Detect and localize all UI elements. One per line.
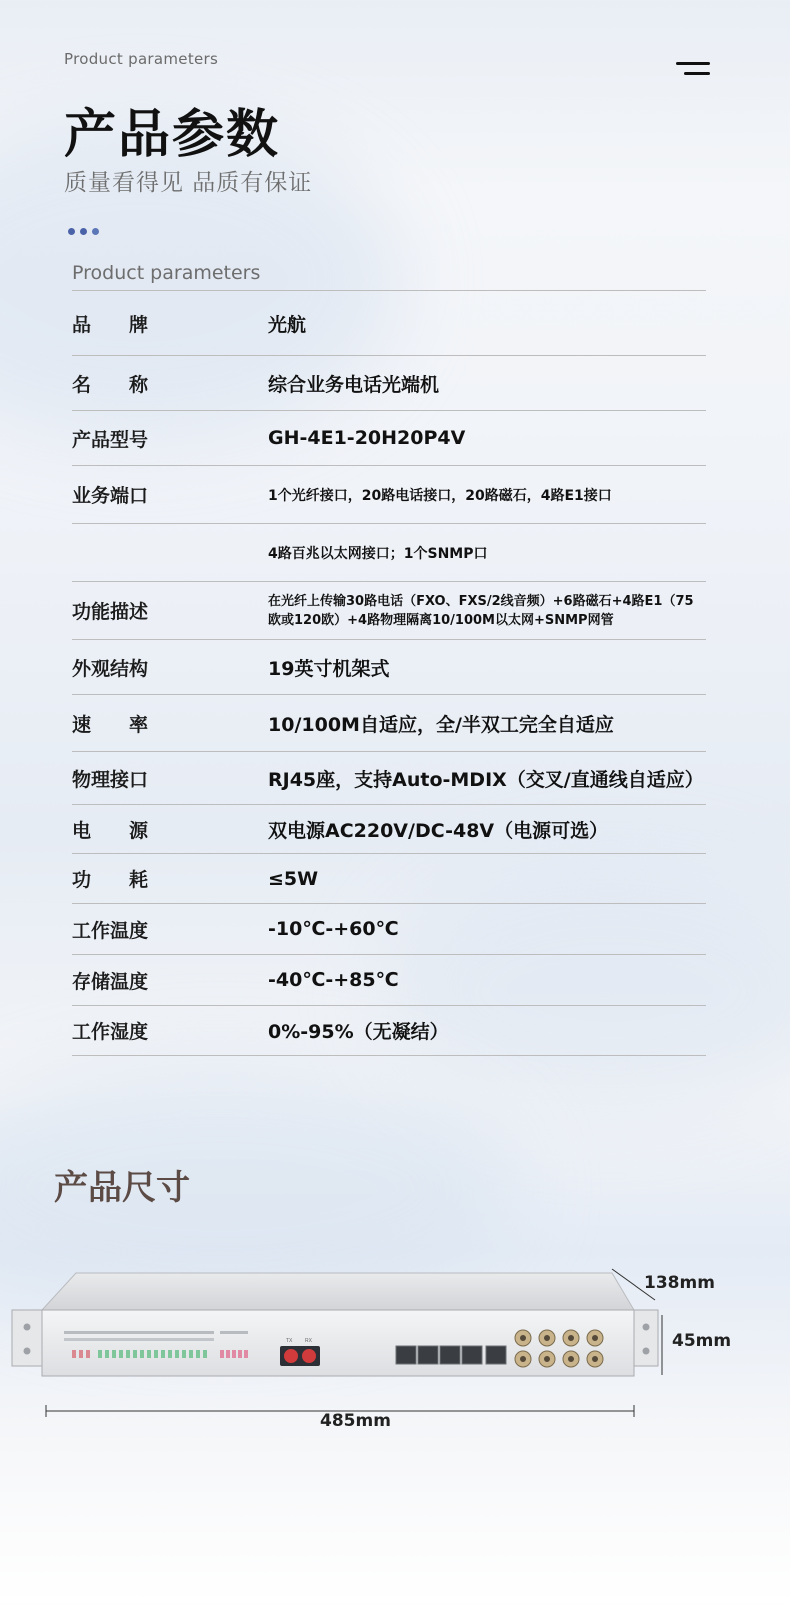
size-section-title: 产品尺寸 <box>54 1168 190 1208</box>
led-label-strip <box>64 1331 214 1334</box>
optical-label-rx: RX <box>305 1338 312 1344</box>
led-label-strip <box>64 1338 214 1341</box>
row-value: 综合业务电话光端机 <box>268 373 440 396</box>
row-label: 业务端口 <box>72 485 149 507</box>
row-value: 1个光纤接口，20路电话接口，20路磁石，4路E1接口 <box>268 487 612 504</box>
row-value: ≤5W <box>268 867 319 890</box>
table-row <box>72 955 706 1006</box>
row-label: 存储温度 <box>72 970 149 993</box>
device-top <box>42 1273 634 1310</box>
row-label: 工作湿度 <box>72 1021 149 1043</box>
row-label: 物理接口 <box>72 768 149 791</box>
row-label: 外观结构 <box>72 657 149 680</box>
rack-screw <box>643 1324 650 1331</box>
led-label-strip <box>220 1331 248 1334</box>
height-dimension-label: 45mm <box>672 1331 732 1351</box>
row-value: 0%-95%（无凝结） <box>268 1021 449 1043</box>
optical-port-rx-icon <box>302 1349 316 1363</box>
row-label: 工作温度 <box>72 919 149 942</box>
depth-dimension-label: 138mm <box>644 1273 715 1293</box>
table-row <box>72 582 706 640</box>
rack-screw <box>24 1348 31 1355</box>
table-row <box>72 695 706 752</box>
row-value: 在光纤上传输30路电话（FXO、FXS/2线音频）+6路磁石+4路E1（75欧或120欧）+4路物理隔离10/100M以太网+SNMP网管 <box>268 593 694 628</box>
params-table <box>72 291 706 1056</box>
table-row <box>72 411 706 466</box>
row-label: 产品型号 <box>72 428 149 451</box>
row-label: 功 耗 <box>72 869 149 891</box>
row-value: 10/100M自适应，全/半双工完全自适应 <box>268 713 614 736</box>
dot-icon <box>68 228 75 235</box>
rj45-port <box>396 1346 416 1364</box>
row-label: 品 牌 <box>72 313 149 336</box>
table-row <box>72 291 706 356</box>
row-value: GH-4E1-20H20P4V <box>268 427 466 449</box>
page-title: 产品参数 <box>64 105 281 165</box>
optical-port-tx-icon <box>284 1349 298 1363</box>
table-row <box>72 356 706 411</box>
row-value: 4路百兆以太网接口；1个SNMP口 <box>268 545 488 562</box>
led-group-power <box>72 1350 90 1358</box>
table-row <box>72 752 706 805</box>
table-row <box>72 466 706 524</box>
slogan: 质量看得见 品质有保证 <box>64 170 313 196</box>
row-value: -40℃-+85℃ <box>268 969 399 991</box>
row-value: 光航 <box>268 313 307 336</box>
dot-icon <box>80 228 87 235</box>
rj45-port <box>418 1346 438 1364</box>
rack-ear-left <box>12 1310 42 1366</box>
decorative-dots <box>68 220 104 239</box>
table-row <box>72 1006 706 1056</box>
table-row <box>72 854 706 904</box>
row-value: RJ45座，支持Auto-MDIX（交叉/直通线自适应） <box>268 768 704 791</box>
rack-screw <box>643 1348 650 1355</box>
table-row <box>72 640 706 695</box>
row-value: 19英寸机架式 <box>268 657 390 680</box>
rack-screw <box>24 1324 31 1331</box>
row-value: 双电源AC220V/DC-48V（电源可选） <box>268 819 609 842</box>
row-label: 名 称 <box>72 373 149 396</box>
rj45-port <box>440 1346 460 1364</box>
row-label: 速 率 <box>72 713 149 736</box>
rj45-port-nms <box>486 1346 506 1364</box>
row-value: -10℃-+60℃ <box>268 918 399 940</box>
optical-label-tx: TX <box>286 1338 293 1344</box>
rj45-port <box>462 1346 482 1364</box>
rack-ear-right <box>634 1310 658 1366</box>
table-row <box>72 805 706 854</box>
rj45-ports <box>396 1346 506 1364</box>
row-label: 电 源 <box>72 819 149 842</box>
dot-icon <box>92 228 99 235</box>
table-row <box>72 524 706 582</box>
menu-icon[interactable] <box>676 62 710 78</box>
width-dimension-label: 485mm <box>320 1411 391 1431</box>
row-label: 功能描述 <box>72 601 149 623</box>
table-heading: Product parameters <box>72 262 261 284</box>
header-subtitle-en: Product parameters <box>64 50 219 68</box>
table-row <box>72 904 706 955</box>
